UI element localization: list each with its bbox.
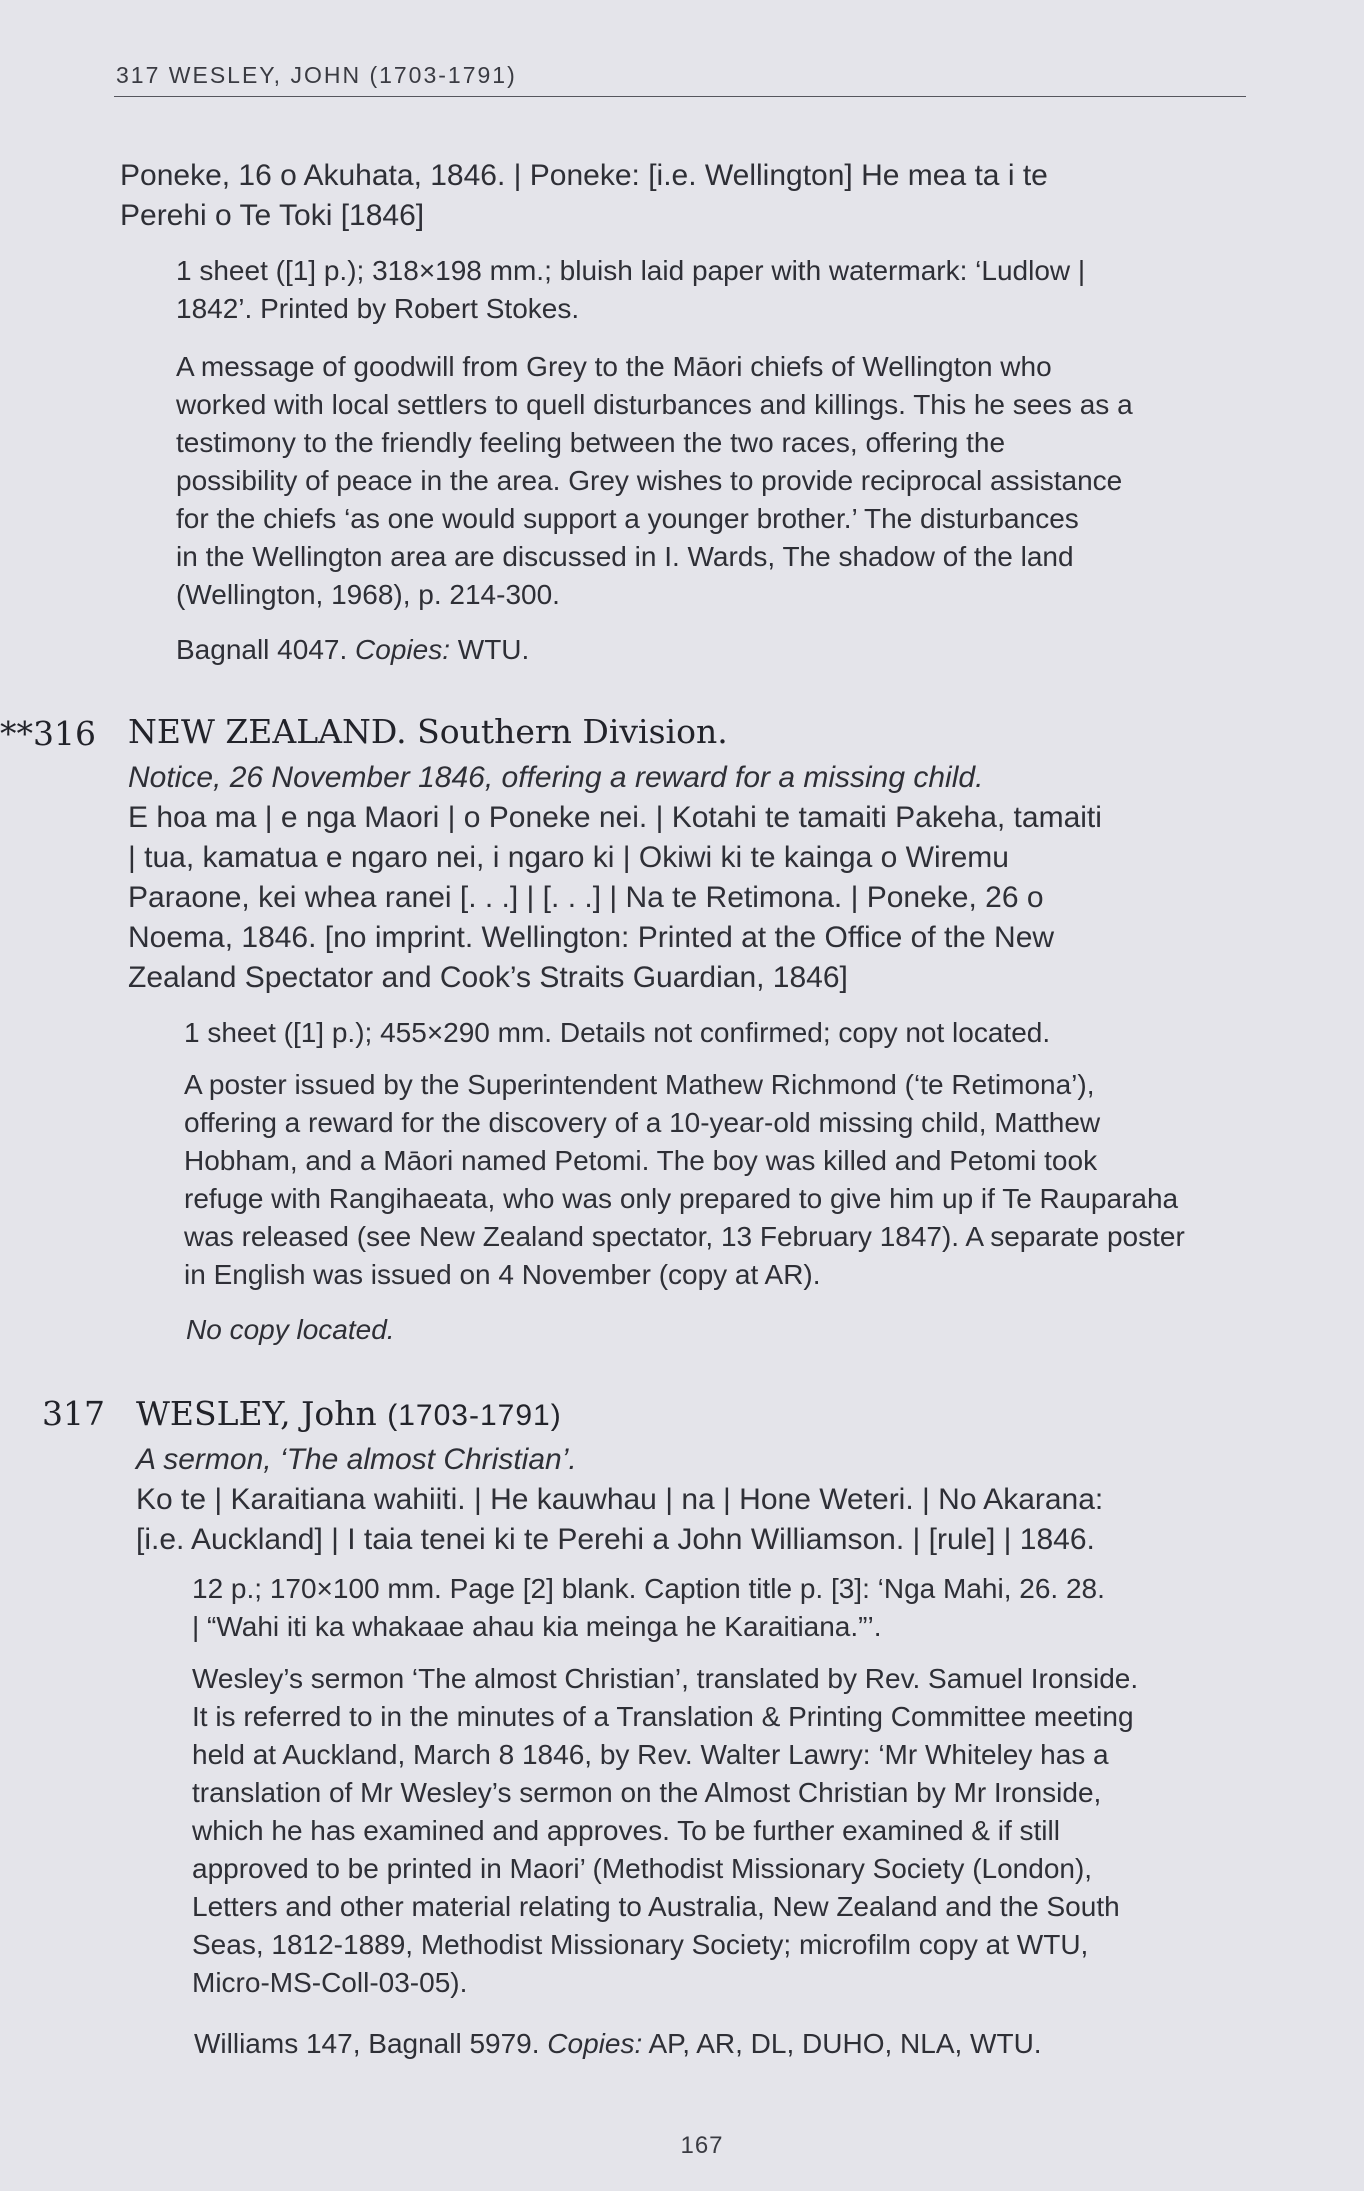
note-line: refuge with Rangihaeata, who was only prepared to give him up if Te Rauparaha — [184, 1183, 1179, 1214]
title-line: Noema, 1846. [no imprint. Wellington: Printed at the Office of the New — [128, 921, 1055, 954]
note-line: for the chiefs ‘as one would support a younger brother.’ The disturbances — [176, 503, 1079, 534]
entry-317-heading — [136, 1394, 562, 1433]
copies-label: Copies: — [547, 2028, 643, 2059]
entry-317-copies — [194, 2024, 1042, 2064]
note-line: possibility of peace in the area. Grey wishes to provide reciprocal assistance — [176, 465, 1123, 496]
physical-line: 1 sheet ([1] p.); 318×198 mm.; bluish laid paper with watermark: ‘Ludlow | — [176, 255, 1086, 286]
note-line: in the Wellington area are discussed in I. Wards, The shadow of the land — [176, 541, 1074, 572]
note-line: It is referred to in the minutes of a Translation & Printing Committee meeting — [192, 1701, 1134, 1732]
copies-list: WTU. — [457, 634, 530, 665]
note-line: Wesley’s sermon ‘The almost Christian’, translated by Rev. Samuel Ironside. — [192, 1663, 1139, 1694]
header-rule — [114, 96, 1246, 97]
title-line: Poneke, 16 o Akuhata, 1846. | Poneke: [i.e. Wellington] He mea ta i te — [120, 159, 1048, 192]
note-line: approved to be printed in Maori’ (Methodist Missionary Society (London), — [192, 1853, 1093, 1884]
title-line: Paraone, kei whea ranei [. . .] | [. . .] | Na te Retimona. | Poneke, 26 o — [128, 881, 1044, 914]
entry-number-317: 317 — [42, 1394, 105, 1433]
copies-list: AP, AR, DL, DUHO, NLA, WTU. — [648, 2028, 1042, 2059]
entry-315-physical — [176, 252, 1085, 328]
note-line: which he has examined and approves. To be further examined & if still — [192, 1815, 1060, 1846]
entry-316-note — [184, 1066, 1185, 1294]
title-line: | tua, kamatua e ngaro nei, i ngaro ki | Okiwi ki te kainga o Wiremu — [128, 841, 1009, 874]
entry-315-title — [120, 156, 1048, 236]
note-line: offering a reward for the discovery of a 10-year-old missing child, Matthew — [184, 1107, 1101, 1138]
entry-317-author: WESLEY, John — [136, 1394, 377, 1433]
entry-number-316: **316 — [0, 714, 96, 753]
entry-316-heading: NEW ZEALAND. Southern Division. — [128, 712, 728, 751]
entry-316-physical — [184, 1014, 1050, 1052]
physical-line: 1 sheet ([1] p.); 455×290 mm. Details not confirmed; copy not located. — [184, 1017, 1051, 1048]
note-line: Seas, 1812-1889, Methodist Missionary Society; microfilm copy at WTU, — [192, 1929, 1089, 1960]
bibliography-refs: Williams 147, Bagnall 5979. — [194, 2028, 540, 2059]
note-line: testimony to the friendly feeling between the two races, offering the — [176, 427, 1006, 458]
note-line: in English was issued on 4 November (copy at AR). — [184, 1259, 821, 1290]
title-line: E hoa ma | e nga Maori | o Poneke nei. | Kotahi te tamaiti Pakeha, tamaiti — [128, 801, 1102, 834]
note-line: Micro-MS-Coll-03-05). — [192, 1967, 468, 1998]
note-line: (Wellington, 1968), p. 214-300. — [176, 579, 560, 610]
entry-316-subtitle: Notice, 26 November 1846, offering a reward for a missing child. — [128, 761, 984, 794]
note-line: translation of Mr Wesley’s sermon on the Almost Christian by Mr Ironside, — [192, 1777, 1102, 1808]
title-line: [i.e. Auckland] | I taia tenei ki te Perehi a John Williamson. | [rule] | 1846. — [136, 1523, 1095, 1556]
physical-line: 1842’. Printed by Robert Stokes. — [176, 293, 580, 324]
entry-317-subtitle: A sermon, ‘The almost Christian’. — [136, 1443, 577, 1476]
entry-316-copies-note: No copy located. — [186, 1314, 395, 1345]
note-line: Letters and other material relating to Australia, New Zealand and the South — [192, 1891, 1120, 1922]
note-line: A poster issued by the Superintendent Mathew Richmond (‘te Retimona’), — [184, 1069, 1095, 1100]
title-line: Perehi o Te Toki [1846] — [120, 199, 425, 232]
entry-317-note — [192, 1660, 1138, 2002]
copies-label: Copies: — [355, 634, 450, 665]
note-line: worked with local settlers to quell disturbances and killings. This he sees as a — [176, 389, 1133, 420]
physical-line: | “Wahi iti ka whakaae ahau kia meinga he Karaitiana.”’. — [192, 1611, 882, 1642]
note-line: held at Auckland, March 8 1846, by Rev. Walter Lawry: ‘Mr Whiteley has a — [192, 1739, 1109, 1770]
entry-317-body — [136, 1440, 1103, 1560]
note-line: was released (see New Zealand spectator, 13 February 1847). A separate poster — [184, 1221, 1185, 1252]
entry-316-body — [128, 758, 1102, 998]
entry-315-copies — [176, 630, 529, 670]
note-line: A message of goodwill from Grey to the Māori chiefs of Wellington who — [176, 351, 1052, 382]
running-head: 317 WESLEY, JOHN (1703-1791) — [116, 62, 517, 88]
entry-317-dates: (1703-1791) — [387, 1399, 562, 1432]
entry-315-note — [176, 348, 1133, 614]
physical-line: 12 p.; 170×100 mm. Page [2] blank. Caption title p. [3]: ‘Nga Mahi, 26. 28. — [192, 1573, 1105, 1604]
page-number: 167 — [680, 2132, 724, 2159]
note-line: Hobham, and a Māori named Petomi. The boy was killed and Petomi took — [184, 1145, 1098, 1176]
title-line: Zealand Spectator and Cook’s Straits Guardian, 1846] — [128, 961, 848, 994]
entry-317-physical — [192, 1570, 1105, 1646]
bibliography-refs: Bagnall 4047. — [176, 634, 348, 665]
title-line: Ko te | Karaitiana wahiiti. | He kauwhau | na | Hone Weteri. | No Akarana: — [136, 1483, 1104, 1516]
